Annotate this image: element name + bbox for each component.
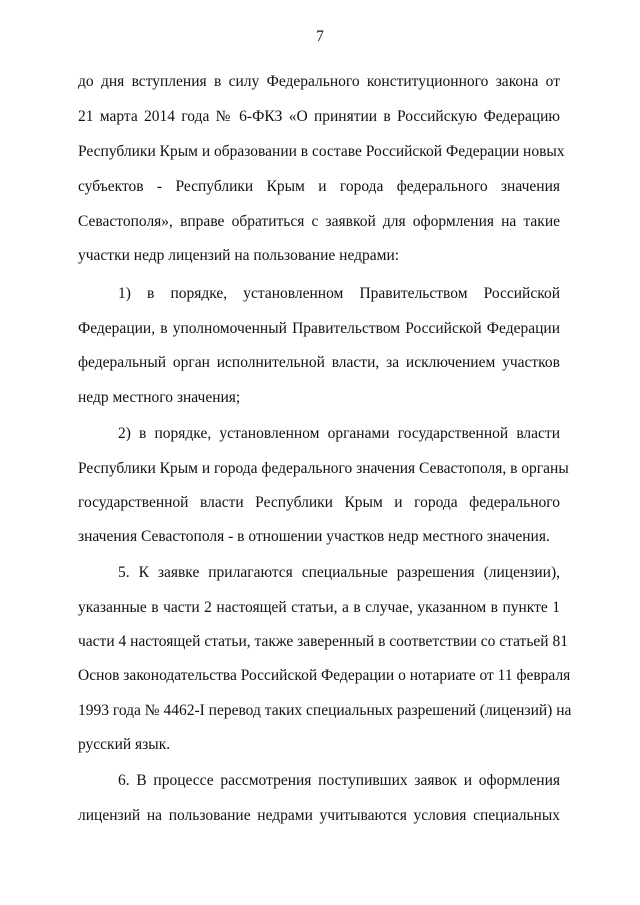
text-line: участки недр лицензий на пользование недрами: [78, 247, 400, 264]
text-line: значения Севастополя - в отношении участков недр местного значения. [78, 528, 550, 545]
text-line: 2) в порядке, установленном органами государственной власти [118, 425, 560, 442]
text-line: 1993 года № 4462-I перевод таких специальных разрешений (лицензий) на [78, 702, 572, 719]
text-line: 6. В процессе рассмотрения поступивших заявок и оформления [118, 772, 560, 789]
text-line: Севастополя», вправе обратиться с заявкой для оформления на такие [78, 213, 560, 230]
text-line: 1) в порядке, установленном Правительством Российской [118, 285, 560, 302]
text-line: указанные в части 2 настоящей статьи, а в случае, указанном в пункте 1 [78, 599, 560, 616]
text-line: Федерации, в уполномоченный Правительством Российской Федерации [78, 320, 560, 337]
text-line: государственной власти Республики Крым и города федерального [78, 494, 560, 511]
text-line: 21 марта 2014 года № 6-ФКЗ «О принятии в Российскую Федерацию [78, 108, 560, 125]
text-line: до дня вступления в силу Федерального конституционного закона от [78, 73, 560, 90]
text-line: федеральный орган исполнительной власти, за исключением участков [78, 354, 560, 371]
text-line: Основ законодательства Российской Федерации о нотариате от 11 февраля [78, 667, 571, 684]
text-line: 5. К заявке прилагаются специальные разрешения (лицензии), [118, 564, 560, 581]
text-line: лицензий на пользование недрами учитываются условия специальных [78, 807, 560, 824]
text-line: части 4 настоящей статьи, также заверенный в соответствии со статьей 81 [78, 633, 568, 650]
text-line: недр местного значения; [78, 389, 241, 406]
text-line: Республики Крым и образовании в составе Российской Федерации новых [78, 143, 565, 160]
text-line: русский язык. [78, 736, 171, 753]
text-line: Республики Крым и города федерального значения Севастополя, в органы [78, 460, 569, 477]
text-line: субъектов - Республики Крым и города федерального значения [78, 178, 560, 195]
page-number: 7 [316, 28, 324, 45]
